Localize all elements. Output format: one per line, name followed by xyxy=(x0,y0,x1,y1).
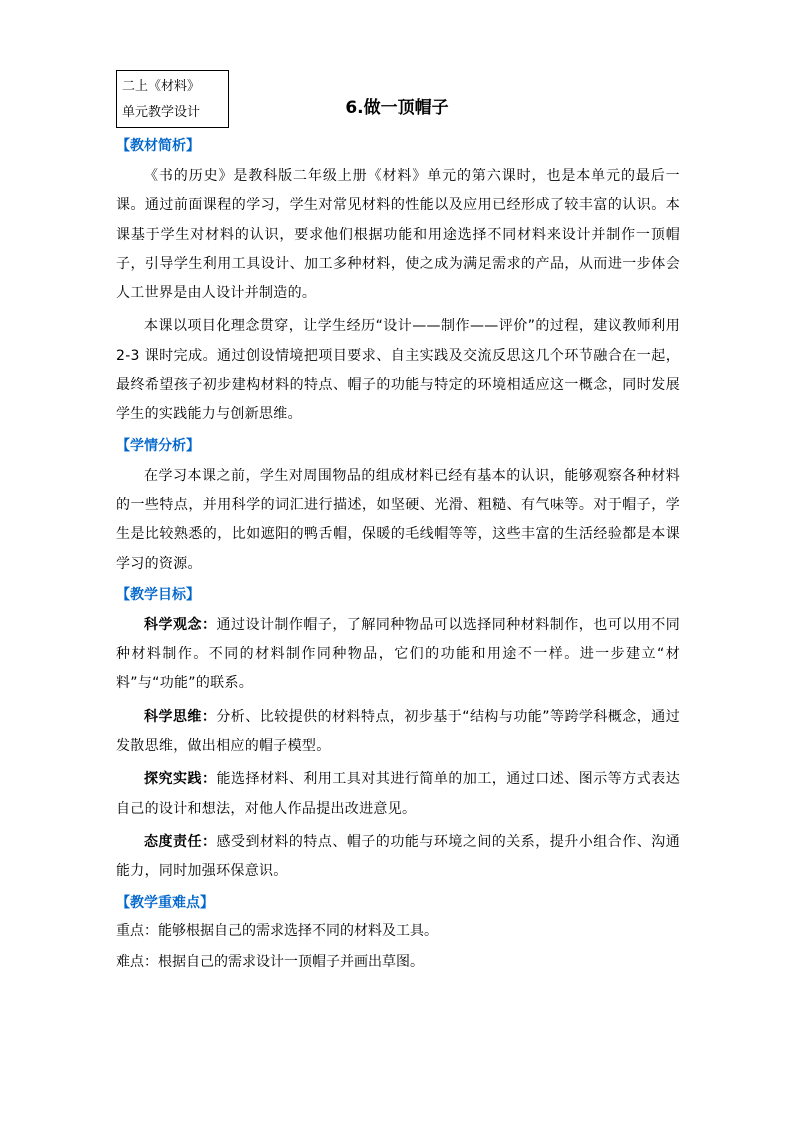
textbook-paragraph-1: 《书的历史》是教科版二年级上册《材料》单元的第六课时，也是本单元的最后一课。通过前面课程的学习，学生对常见材料的性能以及应用已经形成了较丰富的认识。本课基于学生对材料的认识，要求他们根据功能和用途选择不同材料来设计并制作一顶帽子，引导学生利用工具设计、加工多种材料，使之成为满足需求的产品，从而进一步体会人工世界是由人设计并制造的。 xyxy=(116,168,680,302)
goal-science-concept-text: 通过设计制作帽子，了解同种物品可以选择同种材料制作，也可以用不同种材料制作。不同的材料制作同种物品，它们的功能和用途不一样。进一步建立“材料”与“功能”的联系。 xyxy=(116,616,680,692)
goal-attitude-text: 感受到材料的特点、帽子的功能与环境之间的关系，提升小组合作、沟通能力，同时加强环保意识。 xyxy=(116,833,680,880)
learner-paragraph: 在学习本课之前，学生对周围物品的组成材料已经有基本的认识，能够观察各种材料的一些特点，并用科学的词汇进行描述，如坚硬、光滑、粗糙、有气味等。对于帽子，学生是比较熟悉的，比如遮阳的鸭舌帽，保暖的毛线帽等等，这些丰富的生活经验都是本课学习的资源。 xyxy=(116,467,680,572)
section-heading-keypoints: 【教学重难点】 xyxy=(116,894,214,911)
keypoint-difficulty: 难点：根据自己的需求设计一顶帽子并画出草图。 xyxy=(116,953,424,970)
goal-inquiry-practice xyxy=(116,765,680,824)
unit-label-line2: 单元教学设计 xyxy=(122,105,201,120)
goal-attitude-label: 态度责任： xyxy=(144,833,217,850)
goal-inquiry-practice-label: 探究实践： xyxy=(144,771,217,788)
section-heading-textbook: 【教材简析】 xyxy=(116,138,200,154)
section-heading-learner: 【学情分析】 xyxy=(116,437,200,454)
goal-inquiry-practice-text: 能选择材料、利用工具对其进行简单的加工，通过口述、图示等方式表达自己的设计和想法，对他人作品提出改进意见。 xyxy=(116,771,680,817)
document-body xyxy=(116,134,680,979)
goal-science-concept-label: 科学观念： xyxy=(144,616,217,633)
goal-science-thinking-text: 分析、比较提供的材料特点，初步基于“结构与功能”等跨学科概念，通过发散思维，做出相应的帽子模型。 xyxy=(116,708,681,755)
keypoint-focus: 重点：能够根据自己的需求选择不同的材料及工具。 xyxy=(116,922,438,939)
section-heading-goals: 【教学目标】 xyxy=(116,586,200,603)
goal-attitude xyxy=(116,828,680,887)
goal-science-concept xyxy=(116,611,680,699)
textbook-paragraph-2: 本课以项目化理念贯穿，让学生经历“设计——制作——评价”的过程，建议教师利用 2-3 课时完成。通过创设情境把项目要求、自主实践及交流反思这几个环节融合在一起，最终希望孩子初步建构材料的特点、帽子的功能与特定的环境相适应这一概念，同时发展学生的实践能力与创新思维。 xyxy=(116,318,680,423)
unit-label-line1: 二上《材料》 xyxy=(122,79,201,94)
goal-science-thinking-label: 科学思维： xyxy=(144,708,217,725)
lesson-title: 6.做一顶帽子 xyxy=(345,98,449,118)
goal-science-thinking xyxy=(116,703,680,762)
